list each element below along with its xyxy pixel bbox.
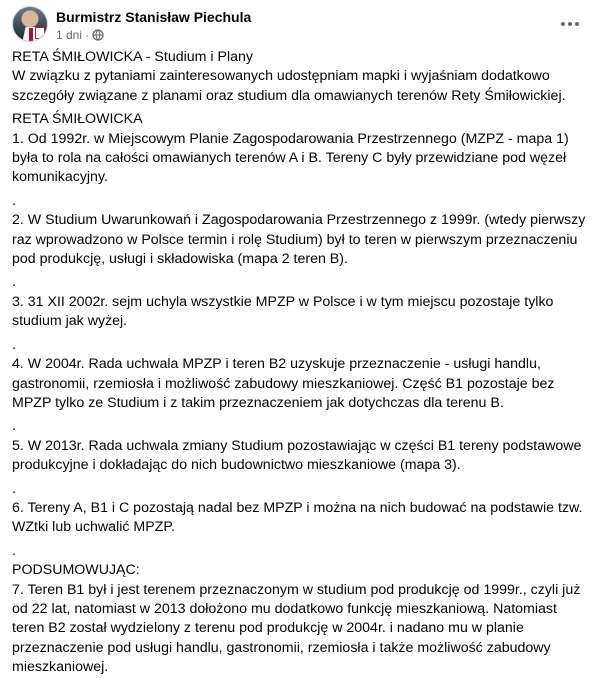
paragraph-2: 2. W Studium Uwarunkowań i Zagospodarowania Przestrzennego z 1999r. (wtedy pierwszy raz wprowadzono w Polsce termin i rolę Studium) był to teren w pierwszym przeznaczeniu pod produkcję, usługi i składowiska (mapa 2 teren B).: [12, 212, 590, 268]
separator-dot: .: [12, 274, 16, 291]
avatar[interactable]: [12, 6, 48, 42]
paragraph-3: 3. 31 XII 2002r. sejm uchyla wszystkie MPZP w Polsce i w tym miejscu pozostaje tylko studium jak wyżej.: [12, 293, 558, 330]
more-dot: [568, 22, 572, 26]
separator-dot: .: [12, 480, 16, 497]
summary-heading: PODSUMOWUJĄC:: [12, 562, 140, 579]
section-heading: RETA ŚMIŁOWICKA: [12, 111, 143, 128]
post-header: [12, 6, 588, 46]
paragraph-7: 7. Teren B1 był i jest terenem przeznaczonym w studium pod produkcję od 1999r., czyli już od 22 lat, natomiast w 2013 dołożono mu dodatkowo funkcję mieszkaniową. Natomiast teren B2 został wydzielony z terenu pod produkcję w 2004r. i nadano mu w planie przeznaczenie pod usługi handlu, gastronomii, rzemiosła i także możliwość zabudowy mieszkaniowej.: [12, 581, 585, 676]
globe-icon[interactable]: [92, 29, 104, 41]
post-title: RETA ŚMIŁOWICKA - Studium i Plany: [12, 49, 253, 65]
separator-dot: .: [12, 418, 16, 435]
paragraph-4: 4. W 2004r. Rada uchwala MPZP i teren B2 uzyskuje przeznaczenie - usługi handlu, gastronomii, rzemiosła i możliwość zabudowy mieszkaniowej. Część B1 pozostaje bez MPZP tylko ze Studium i z takim przeznaczeniem jak dotychczas dla terenu B.: [12, 356, 559, 411]
meta-separator: ·: [85, 28, 90, 42]
paragraph-6: 6. Tereny A, B1 i C pozostają nadal bez MPZP i można na nich budować na podstawie tzw. WZtki lub uchwalić MPZP.: [12, 499, 587, 536]
paragraph-5: 5. W 2013r. Rada uchwala zmiany Studium pozostawiając w części B1 tereny podstawowe produkcyjne i dokładając do nich budownictwo mieszkaniowe (mapa 3).: [12, 437, 586, 474]
separator-dot: .: [12, 336, 16, 353]
post-body: [12, 48, 588, 678]
post-intro: W związku z pytaniami zainteresowanych udostępniam mapki i wyjaśniam dodatkowo szczegóły związane z planami oraz studium dla omawianych terenów Rety Śmiłowickiej.: [12, 68, 566, 104]
author-name[interactable]: Burmistrz Stanisław Piechula: [56, 9, 252, 25]
more-dot: [575, 22, 579, 26]
separator-dot: .: [12, 542, 16, 559]
post-time[interactable]: 1 dni: [56, 28, 83, 42]
avatar-tie: [29, 28, 33, 41]
more-options-icon[interactable]: [556, 10, 584, 38]
more-dot: [561, 22, 565, 26]
separator-dot: .: [12, 192, 16, 209]
post-meta: [56, 28, 104, 42]
avatar-badge: [35, 27, 45, 39]
paragraph-1: 1. Od 1992r. w Miejscowym Planie Zagospodarowania Przestrzennego (MZPZ - mapa 1) była to rola na całości omawianych terenów A i B. Tereny C były przewidziane pod węzeł komunikacyjny.: [12, 130, 573, 186]
